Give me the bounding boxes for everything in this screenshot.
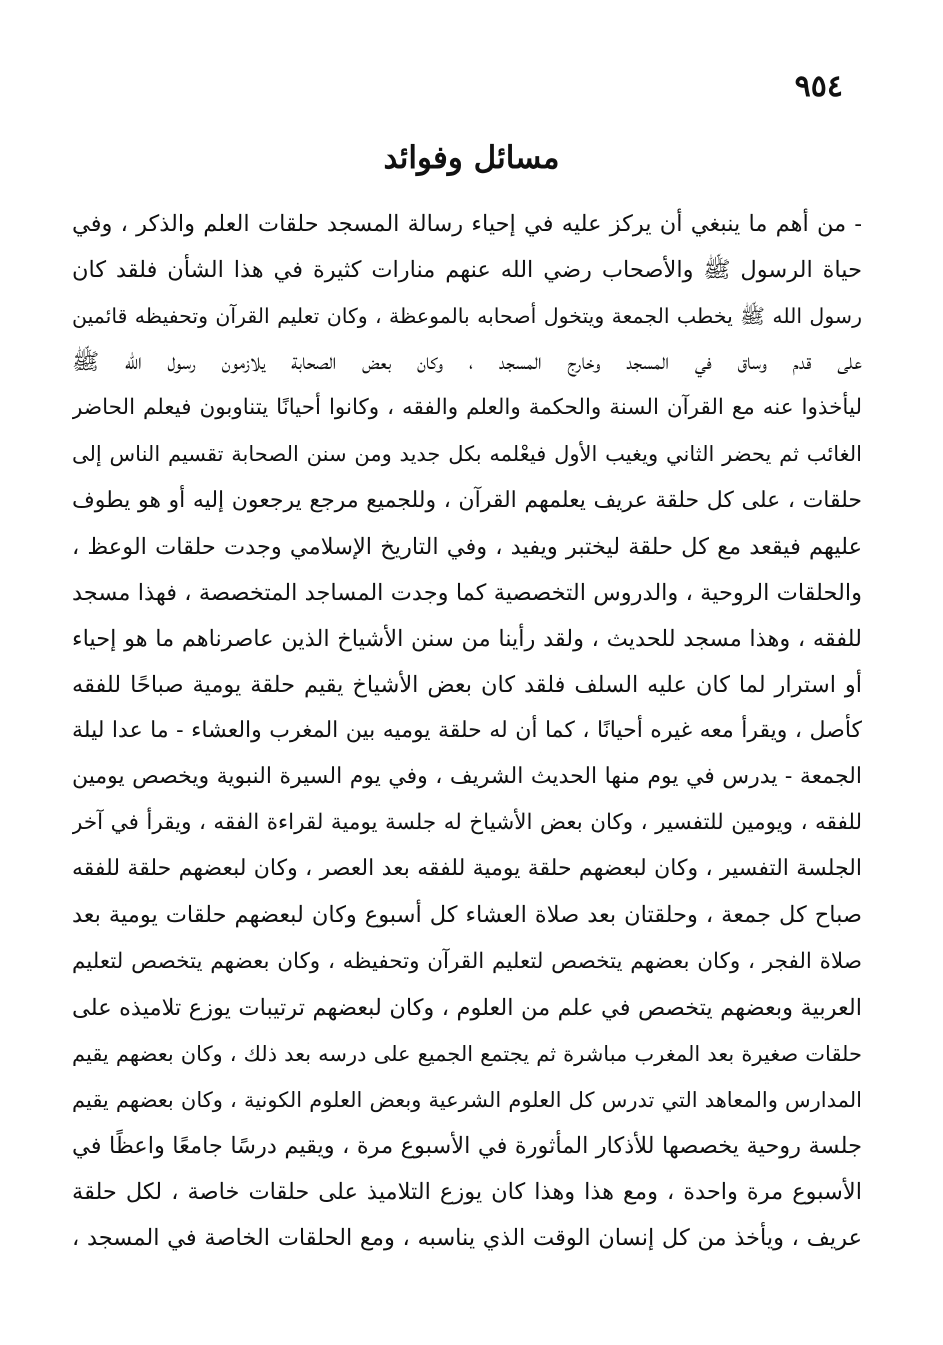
text-line: عريف ، ويأخذ من كل إنسان الوقت الذي يناسبه ، ومع الحلقات الخاصة في المسجد ،: [72, 1225, 862, 1252]
text-line: جلسة روحية يخصصها للأذكار المأثورة في الأسبوع مرة ، ويقيم درسًا جامعًا واعظًا في: [72, 1132, 862, 1159]
body-paragraph: [72, 201, 862, 1261]
text-line: للفقه ، ويومين للتفسير ، وكان بعض الأشياخ له جلسة يومية لقراءة الفقه ، ويقرأ في آخر: [72, 810, 862, 836]
text-line: عليهم فيقعد مع كل حلقة ليختبر ويفيد ، وفي التاريخ الإسلامي وجدت حلقات الوعظ ،: [72, 533, 862, 560]
text-line: والحلقات الروحية ، والدروس التخصصية كما وجدت المساجد المتخصصة ، فهذا مسجد: [72, 579, 862, 606]
text-line: صباح كل جمعة ، وحلقتان بعد صلاة العشاء كل أسبوع وكان لبعضهم حلقات يومية بعد: [72, 902, 862, 929]
text-line: العربية وبعضهم يتخصص في علم من العلوم ، وكان لبعضهم ترتيبات يوزع تلاميذه على: [72, 994, 862, 1021]
text-line: حلقات ، على كل حلقة عريف يعلمهم القرآن ، وللجميع مرجع يرجعون إليه أو هو يطوف: [72, 487, 862, 513]
text-line: حلقات صغيرة بعد المغرب مباشرة ثم يجتمع الجميع على درسه بعد ذلك ، وكان بعضهم يقيم: [72, 1041, 862, 1066]
text-line: - من أهم ما ينبغي أن يركز عليه في إحياء رسالة المسجد حلقات العلم والذكر ، وفي: [72, 211, 862, 237]
text-line: على قدم وساق في المسجد وخارج المسجد ، وكان بعض الصحابة يلازمون رسول الله ﷺ: [72, 349, 862, 376]
section-title: مسائل وفوائد: [383, 140, 560, 176]
page-number: ٩٥٤: [794, 69, 843, 104]
text-line: حياة الرسول ﷺ والأصحاب رضي الله عنهم منارات كثيرة في هذا الشأن فلقد كان: [72, 257, 862, 284]
text-line: الأسبوع مرة واحدة ، ومع هذا وهذا كان يوزع التلاميذ على حلقات خاصة ، لكل حلقة: [72, 1178, 862, 1205]
text-line: كأصل ، ويقرأ معه غيره أحيانًا ، كما أن له حلقة يوميه بين المغرب والعشاء - ما عدا ليلة: [72, 718, 862, 744]
text-line: للفقه ، وهذا مسجد للحديث ، ولقد رأينا من سنن الأشياخ الذين عاصرناهم ما هو إحياء: [72, 625, 862, 652]
text-line: أو استرار لما كان عليه السلف فلقد كان بعض الأشياخ يقيم حلقة يومية صباحًا للفقه: [72, 671, 862, 698]
text-line: رسول الله ﷺ يخطب الجمعة ويتخول أصحابه بالموعظة ، وكان تعليم القرآن وتحفيظه قائمين: [72, 304, 862, 329]
text-line: الجمعة - يدرس في يوم منها الحديث الشريف ، وفي يوم السيرة النبوية ويخصص يومين: [72, 764, 862, 790]
text-line: ليأخذوا عنه مع القرآن السنة والحكمة والعلم والفقه ، وكانوا أحيانًا يتناوبون فيعلم الحاضر: [72, 395, 862, 421]
text-line: الجلسة التفسير ، وكان لبعضهم حلقة يومية للفقه بعد العصر ، وكان لبعضهم حلقة للفقه: [72, 856, 862, 882]
text-line: الغائب ثم يحضر الثاني ويغيب الأول فيعْلمه بكل جديد ومن سنن الصحابة تقسيم الناس إلى: [72, 442, 862, 467]
text-line: صلاة الفجر ، وكان بعضهم يتخصص لتعليم القرآن وتحفيظه ، وكان بعضهم يتخصص لتعليم: [72, 948, 862, 974]
text-line: المدارس والمعاهد التي تدرس كل العلوم الشرعية وبعض العلوم الكونية ، وكان بعضهم يقيم: [72, 1087, 862, 1112]
